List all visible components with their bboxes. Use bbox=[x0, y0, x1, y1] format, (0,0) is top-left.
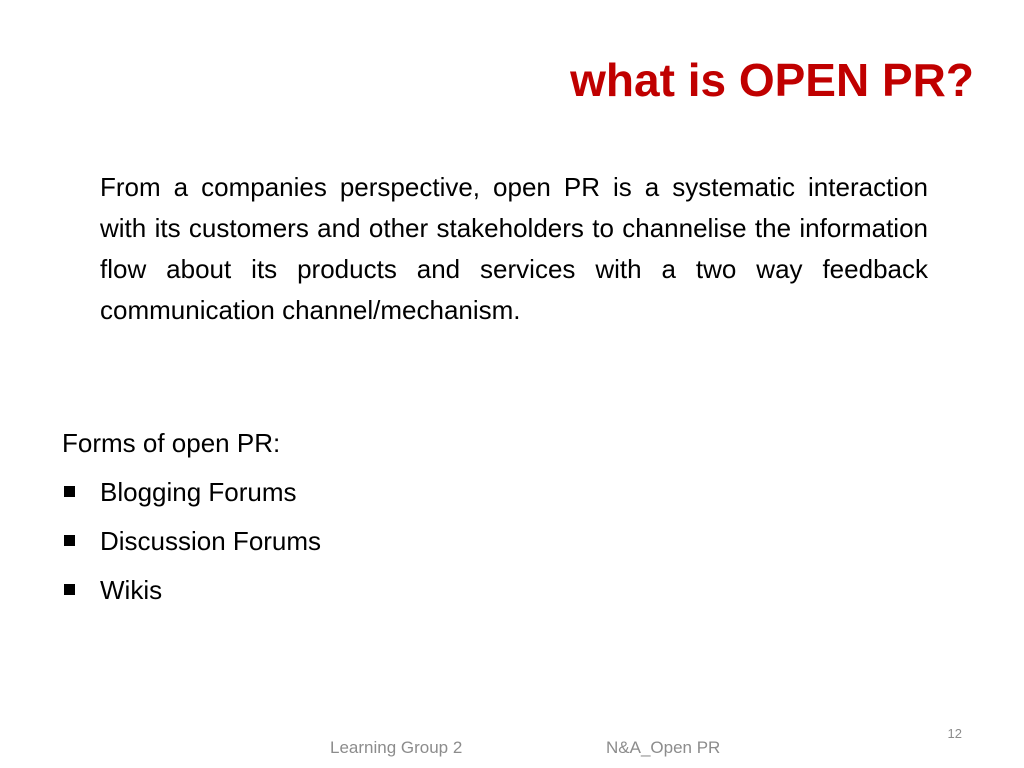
square-bullet-icon bbox=[64, 486, 75, 497]
slide-number: 12 bbox=[947, 726, 962, 741]
forms-heading: Forms of open PR: bbox=[62, 428, 281, 458]
square-bullet-icon bbox=[64, 535, 75, 546]
definition-paragraph: From a companies perspective, open PR is a systematic interaction with its customers and other stakeholders to channelise the information flow about its products and services with a two way feedback communication channel/mechanism. bbox=[100, 172, 928, 325]
square-bullet-icon bbox=[64, 584, 75, 595]
list-item-label: Blogging Forums bbox=[100, 477, 297, 507]
slide-title: what is OPEN PR? bbox=[570, 54, 974, 106]
footer-group-label: Learning Group 2 bbox=[330, 738, 463, 757]
footer-topic-label: N&A_Open PR bbox=[606, 738, 721, 757]
list-item-label: Wikis bbox=[100, 575, 163, 605]
list-item-label: Discussion Forums bbox=[100, 526, 322, 556]
